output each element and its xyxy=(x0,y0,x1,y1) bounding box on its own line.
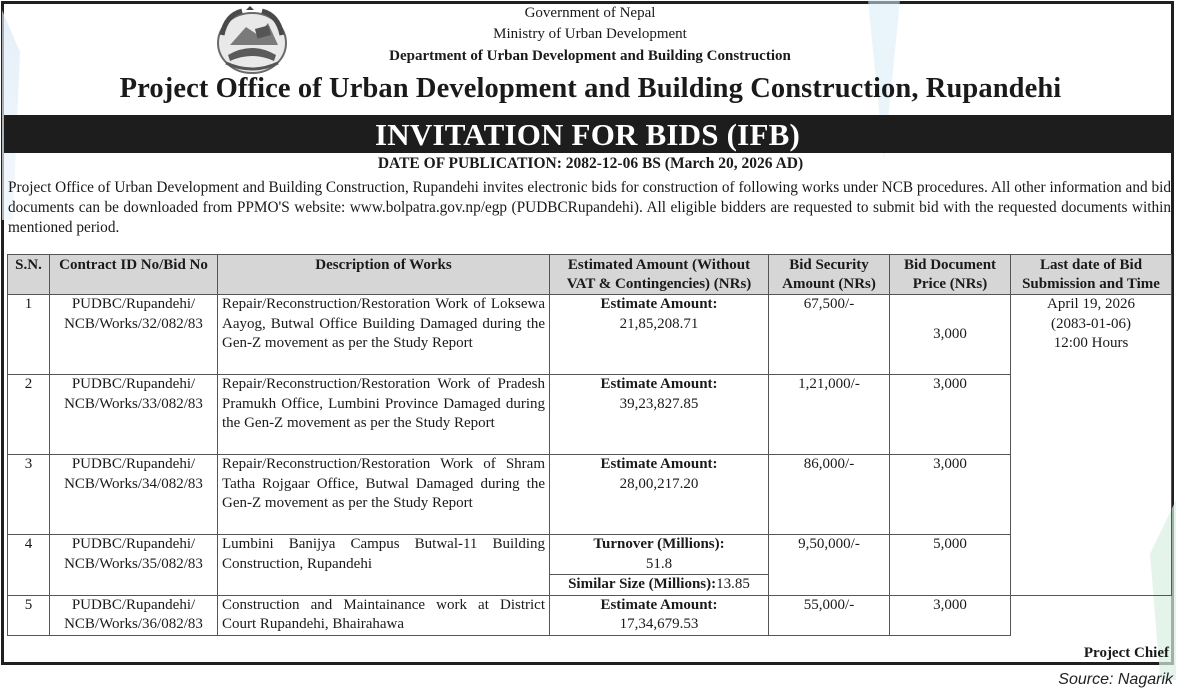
header-last-date: Last date of Bid Submission and Time xyxy=(1011,255,1172,295)
amount-label: Estimate Amount: xyxy=(600,596,718,613)
publication-date: DATE OF PUBLICATION: 2082-12-06 BS (March 20, 2026 AD) xyxy=(377,155,804,172)
row-doc-price: 3,000 xyxy=(890,455,1011,535)
intro-paragraph: Project Office of Urban Development and Building Construction, Rupandehi invites electronic bids for construction of following works under NCB procedures. All other information and bid documents can be downloaded from PPMO'S website: www.bolpatra.gov.np/egp (PUDBCRupandehi). All eligible bidders are requested to submit bid with the requested documents within mentioned period. xyxy=(8,179,1171,236)
row-description: Repair/Reconstruction/Restoration Work of Loksewa Aayog, Butwal Office Building Damaged during the Gen-Z movement as per the Study Report xyxy=(218,295,550,375)
notice-header xyxy=(0,0,1181,112)
government-name: Government of Nepal xyxy=(524,5,656,21)
amount-value: 28,00,217.20 xyxy=(619,475,699,492)
ifb-title: INVITATION FOR BIDS (IFB) xyxy=(375,117,800,152)
turnover-value: 51.8 xyxy=(645,555,673,572)
header-doc-price: Bid Document Price (NRs) xyxy=(890,255,1011,295)
row-doc-price: 3,000 xyxy=(890,375,1011,455)
amount-label: Estimate Amount: xyxy=(600,296,718,312)
contract-id-line: PUDBC/Rupandehi/ xyxy=(71,376,196,392)
row-sn: 1 xyxy=(8,295,50,375)
amount-label: Estimate Amount: xyxy=(600,376,718,392)
row-bid-security: 55,000/- xyxy=(769,595,890,635)
row-sn: 3 xyxy=(8,455,50,535)
table-row xyxy=(8,295,1172,375)
row-doc-price: 3,000 xyxy=(890,595,1011,635)
row-sn: 2 xyxy=(8,375,50,455)
office-title: Project Office of Urban Development and Building Construction, Rupandehi xyxy=(119,73,1062,104)
row-contract-id xyxy=(50,535,218,596)
row-contract-id xyxy=(50,375,218,455)
row-contract-id xyxy=(50,295,218,375)
contract-id-line: PUDBC/Rupandehi/ xyxy=(71,596,196,613)
amount-label: Estimate Amount: xyxy=(600,456,718,472)
amount-value: 21,85,208.71 xyxy=(619,315,699,332)
row-bid-security: 86,000/- xyxy=(769,455,890,535)
row-contract-id xyxy=(50,455,218,535)
row-estimated-amount xyxy=(550,375,769,455)
contract-id-line: NCB/Works/35/082/83 xyxy=(64,555,203,572)
contract-id-line: PUDBC/Rupandehi/ xyxy=(71,296,196,312)
turnover-label: Turnover (Millions): xyxy=(593,536,725,552)
row-similar-size xyxy=(550,575,769,596)
last-date-bs: (2083-01-06) xyxy=(1051,315,1131,332)
header-estimated-amount: Estimated Amount (Without VAT & Contingencies) (NRs) xyxy=(550,255,769,295)
similar-size-label: Similar Size (Millions): xyxy=(568,576,717,593)
header-bid-security: Bid Security Amount (NRs) xyxy=(769,255,890,295)
publication-label: DATE OF PUBLICATION xyxy=(377,155,557,172)
row-bid-security: 67,500/- xyxy=(769,295,890,375)
row-description: Construction and Maintainance work at District Court Rupandehi, Bhairahawa xyxy=(218,595,550,635)
row-sn: 4 xyxy=(8,535,50,596)
contract-id-line: NCB/Works/33/082/83 xyxy=(64,395,203,412)
department-name: Department of Urban Development and Building Construction xyxy=(389,48,791,64)
nepal-government-emblem-icon xyxy=(212,5,292,75)
row-doc-price: 3,000 xyxy=(890,295,1011,375)
contract-id-line: NCB/Works/32/082/83 xyxy=(64,315,203,332)
row-turnover xyxy=(550,535,769,575)
contract-id-line: PUDBC/Rupandehi/ xyxy=(71,456,196,472)
table-row xyxy=(8,375,1172,455)
last-date-time: 12:00 Hours xyxy=(1053,335,1129,352)
row-description: Repair/Reconstruction/Restoration Work of Shram Tatha Rojgaar Office, Butwal Damaged during the Gen-Z movement as per the Study Report xyxy=(218,455,550,535)
row-description: Repair/Reconstruction/Restoration Work of Pradesh Pramukh Office, Lumbini Province Damaged during the Gen-Z movement as per the Study Report xyxy=(218,375,550,455)
last-date-cell xyxy=(1011,295,1172,596)
row-description: Lumbini Banijya Campus Butwal-11 Building Construction, Rupandehi xyxy=(218,535,550,596)
last-date-ad: April 19, 2026 xyxy=(1047,296,1135,312)
header-contract-id: Contract ID No/Bid No xyxy=(50,255,218,295)
contract-id-line: NCB/Works/36/082/83 xyxy=(64,616,203,633)
row-estimated-amount xyxy=(550,595,769,635)
row-bid-security: 1,21,000/- xyxy=(769,375,890,455)
row-sn: 5 xyxy=(8,595,50,635)
row-bid-security: 9,50,000/- xyxy=(769,535,890,596)
header-description: Description of Works xyxy=(218,255,550,295)
header-sn: S.N. xyxy=(8,255,50,295)
ifb-title-bar xyxy=(4,115,1171,153)
amount-value: 17,34,679.53 xyxy=(619,616,699,633)
similar-size-value: 13.85 xyxy=(716,576,750,593)
signatory: Project Chief xyxy=(1083,645,1169,661)
bids-table xyxy=(7,254,1172,636)
row-contract-id xyxy=(50,595,218,635)
table-row xyxy=(8,535,1172,575)
row-estimated-amount xyxy=(550,455,769,535)
row-doc-price: 5,000 xyxy=(890,535,1011,596)
table-row xyxy=(8,595,1172,635)
contract-id-line: PUDBC/Rupandehi/ xyxy=(71,536,196,552)
table-header-row xyxy=(8,255,1172,295)
publication-date-value: 2082-12-06 BS (March 20, 2026 AD) xyxy=(565,155,804,172)
amount-value: 39,23,827.85 xyxy=(619,395,699,412)
table-row xyxy=(8,455,1172,535)
row-estimated-amount xyxy=(550,295,769,375)
contract-id-line: NCB/Works/34/082/83 xyxy=(64,475,203,492)
ministry-name: Ministry of Urban Development xyxy=(493,26,687,42)
source-credit: Source: Nagarik xyxy=(1058,671,1173,688)
